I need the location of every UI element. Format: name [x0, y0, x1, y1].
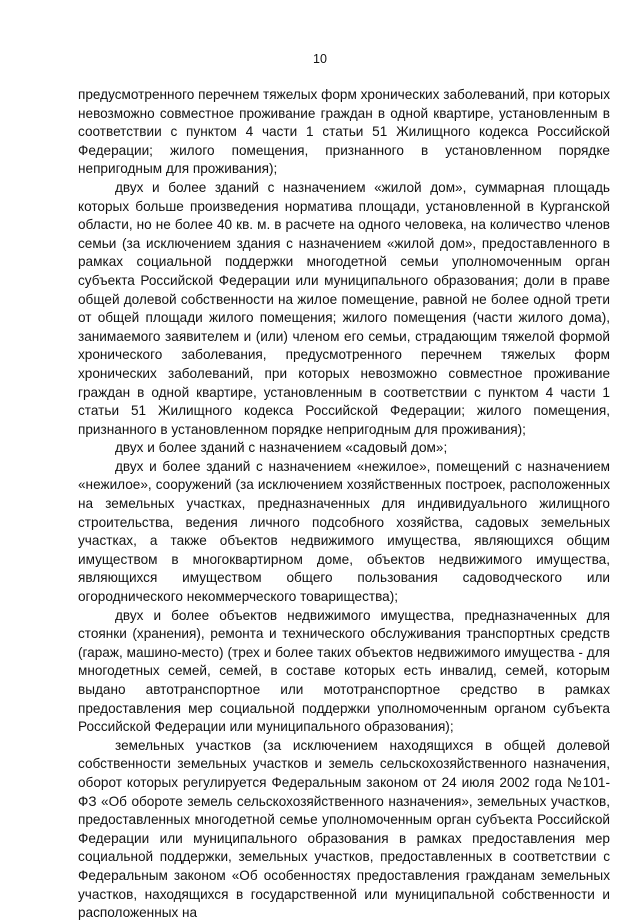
paragraph-garden-houses: двух и более зданий с назначением «садовый дом»; — [115, 440, 448, 456]
paragraph-vehicle-storage: двух и более объектов недвижимого имущества, предназначенных для стоянки (хранения), ремонта и технического обслуживания транспортных средств (гараж, машино-место) (трех и более таких объектов недвижимого имущества - для многодетных семей, семей, в составе которых есть инвалид, семей, которым выдано автотранспортное или мототранспортное средство в рамках предоставления мер социальной поддержки уполномоченным органом субъекта Российской Федерации или муниципального образования); — [78, 607, 610, 735]
page-number: 10 — [313, 52, 327, 66]
paragraph-continuation: предусмотренного перечнем тяжелых форм хронических заболеваний, при которых невозможно совместное проживание граждан в одной квартире, установленным в соответствии с пунктом 4 части 1 статьи 51 Жилищного кодекса Российской Федерации; жилого помещения, признанного в установленном порядке непригодным для проживания); — [78, 87, 610, 177]
paragraph-non-residential: двух и более зданий с назначением «нежилое», помещений с назначением «нежилое», сооружений (за исключением хозяйственных построек, расположенных на земельных участках, предназначенных для индивидуального жилищного строительства, ведения личного подсобного хозяйства, садовых земельных участках, а также объектов недвижимого имущества, являющихся общим имуществом в многоквартирном доме, объектов недвижимого имущества, являющихся имуществом общего пользования садоводческого или огороднического некоммерческого товарищества); — [78, 458, 610, 605]
paragraph-land-plots: земельных участков (за исключением находящихся в общей долевой собственности земельных участков и земель сельскохозяйственного назначения, оборот которых регулируется Федеральным законом от 24 июля 2002 года №101-ФЗ «Об обороте земель сельскохозяйственного назначения», земельных участков, предоставленных многодетной семье уполномоченным орган субъекта Российской Федерации или муниципального образования в рамках предоставления мер социальной поддержки, земельных участков, предоставленных в соответствии с Федеральным законом «Об особенностях предоставления гражданам земельных участков, находящихся в государственной или муниципальной собственности и расположенных на — [78, 737, 610, 921]
paragraph-residential-houses: двух и более зданий с назначением «жилой дом», суммарная площадь которых больше произведения норматива площади, установленной в Курганской области, но не более 40 кв. м. в расчете на одного человека, на количество членов семьи (за исключением здания с назначением «жилой дом», предоставленного в рамках социальной поддержки многодетной семьи уполномоченным орган субъекта Российской Федерации или муниципального образования; доли в праве общей долевой собственности на жилое помещение, равной не более одной трети от общей площади жилого помещения; жилого помещения (части жилого дома), занимаемого заявителем и (или) членом его семьи, страдающим тяжелой формой хронического заболевания, предусмотренного перечнем тяжелых форм хронических заболеваний, при которых невозможно совместное проживание граждан в одной квартире, установленным в соответствии с пунктом 4 части 1 статьи 51 Жилищного кодекса Российской Федерации; жилого помещения, признанного в установленном порядке непригодным для проживания); — [78, 179, 610, 437]
document-body — [78, 86, 610, 923]
